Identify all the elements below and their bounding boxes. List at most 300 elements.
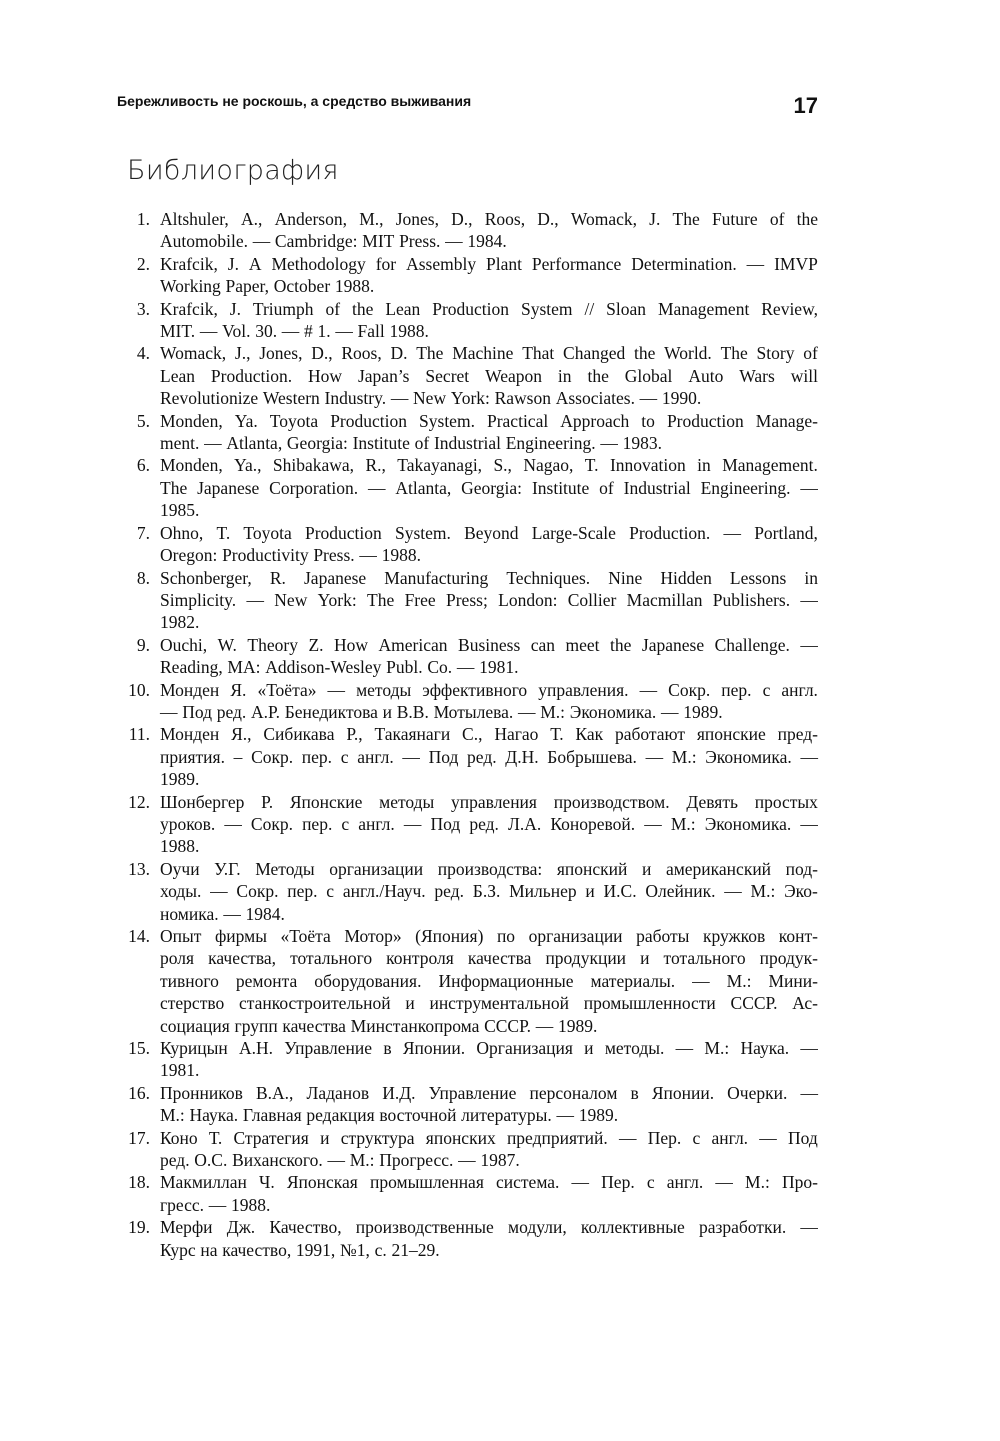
entry-line xyxy=(160,1037,818,1059)
bibliography-entry xyxy=(118,1082,818,1127)
word: англ. xyxy=(358,813,395,834)
word: Nagao, xyxy=(523,455,574,476)
entry-line xyxy=(160,791,818,813)
word: Atlanta, xyxy=(226,433,283,454)
entry-line xyxy=(160,1239,818,1261)
word: — xyxy=(210,881,228,902)
word: производства: xyxy=(437,858,543,879)
word: Коноревой. xyxy=(550,813,636,834)
word: англ./Науч. xyxy=(342,881,426,902)
bibliography-entry xyxy=(118,1037,818,1082)
entry-number: 4. xyxy=(136,343,150,364)
entry-line xyxy=(160,746,818,768)
word: контроля xyxy=(386,948,454,969)
entry-number: 1. xyxy=(136,209,150,229)
word: Прогресс. xyxy=(379,1150,454,1171)
word: ред. xyxy=(467,746,497,767)
word: in xyxy=(697,455,711,476)
bibliography-entry xyxy=(118,791,818,858)
word: J., xyxy=(234,343,251,364)
word: A xyxy=(248,253,262,274)
entry-line xyxy=(160,1059,818,1081)
word: 1988. xyxy=(389,321,429,342)
entry-line xyxy=(160,1127,818,1149)
word: J. xyxy=(229,298,241,319)
word: World. xyxy=(664,343,712,364)
word: — xyxy=(759,1127,777,1148)
word: Addison-Wesley xyxy=(265,657,382,678)
page-number: 17 xyxy=(793,93,818,118)
word: Lessons xyxy=(729,567,787,588)
word: Управление xyxy=(284,1038,373,1059)
word: — xyxy=(661,701,679,722)
entry-line xyxy=(160,835,818,857)
word: Про- xyxy=(781,1172,818,1193)
word: Atlanta, xyxy=(395,477,452,498)
entry-line xyxy=(160,1149,818,1171)
word: Монден xyxy=(160,679,220,700)
word: с xyxy=(762,679,771,700)
word: Industrial xyxy=(623,477,691,498)
word: ходы. xyxy=(160,881,202,902)
word: — xyxy=(644,813,662,834)
word: стерство xyxy=(160,993,225,1014)
word: методы. xyxy=(604,1038,665,1059)
bibliography-entry xyxy=(118,1171,818,1216)
word: Publishers. xyxy=(712,589,791,610)
word: Л.А. xyxy=(507,813,542,834)
entry-number: 6. xyxy=(136,455,150,476)
word: М.: xyxy=(160,1105,185,1126)
word: Reading, xyxy=(160,657,223,678)
word: Co. xyxy=(427,657,453,678)
word: 1991, xyxy=(295,1239,336,1260)
word: коллективные xyxy=(580,1217,685,1238)
word: Womack, xyxy=(570,209,637,229)
word: М.: xyxy=(349,1150,375,1171)
word: Главная xyxy=(242,1105,302,1126)
word: Manufacturing xyxy=(384,567,489,588)
word: ред. xyxy=(216,701,247,722)
word: Toyota xyxy=(243,522,292,543)
entry-line xyxy=(160,320,818,342)
word: 1988. xyxy=(230,1194,271,1215)
word: — xyxy=(458,1150,476,1171)
word: R., xyxy=(365,455,386,476)
word: J. xyxy=(649,209,661,229)
word: York: xyxy=(450,388,490,409)
word: тотального xyxy=(290,948,373,969)
word: У.Г. xyxy=(214,858,241,879)
word: Production xyxy=(304,522,382,543)
word: Japanese xyxy=(304,567,367,588)
word: — xyxy=(715,1172,733,1193)
word: Олейник. xyxy=(645,881,716,902)
word: Industrial xyxy=(433,433,502,454)
entry-line xyxy=(160,432,818,454)
word: японский xyxy=(556,858,628,879)
word: for xyxy=(375,253,397,274)
word: качество, xyxy=(222,1239,292,1260)
entry-line xyxy=(160,723,818,745)
word: Production. xyxy=(210,365,293,386)
word: пер. xyxy=(721,679,752,700)
entry-line xyxy=(160,947,818,969)
word: Corporation. xyxy=(269,477,359,498)
word: the xyxy=(610,634,632,655)
word: структура xyxy=(340,1127,415,1148)
word: — xyxy=(800,1082,818,1103)
word: IMVP xyxy=(774,253,818,274)
word: Working xyxy=(160,276,221,297)
word: Пер. xyxy=(601,1172,635,1193)
word: и xyxy=(641,858,652,879)
word: И.С. xyxy=(603,881,637,902)
word: 1989. xyxy=(160,769,200,790)
word: приятия. xyxy=(160,746,225,767)
word: of xyxy=(769,209,785,229)
entry-line xyxy=(160,342,818,364)
bibliography-entry xyxy=(118,679,818,724)
word: Японские xyxy=(289,791,363,812)
word: S., xyxy=(493,455,512,476)
word: How xyxy=(308,365,343,386)
word: конт- xyxy=(778,926,818,946)
word: Weapon xyxy=(485,365,542,386)
word: промышленная xyxy=(369,1172,484,1193)
word: System xyxy=(520,298,573,319)
word: Ouchi, xyxy=(160,634,208,655)
word: 30. xyxy=(255,321,278,342)
bibliography-entry xyxy=(118,634,818,679)
word: Revolutionize xyxy=(160,388,259,409)
entry-number: 18. xyxy=(128,1172,150,1193)
bibliography-entry xyxy=(118,410,818,455)
entry-line xyxy=(160,992,818,1014)
word: Ас- xyxy=(792,993,818,1014)
entry-line xyxy=(160,298,818,320)
word: система. xyxy=(496,1172,560,1193)
word: Макмиллан xyxy=(160,1172,247,1193)
word: А.Р. xyxy=(251,701,280,722)
word: New xyxy=(274,589,308,610)
word: — xyxy=(800,589,818,610)
word: of xyxy=(803,343,818,364)
word: — xyxy=(556,1105,575,1126)
word: Practical xyxy=(486,410,549,431)
word: Под xyxy=(182,701,213,722)
word: Portland, xyxy=(754,522,818,543)
word: и xyxy=(585,881,595,902)
bibliography-entry xyxy=(118,1127,818,1172)
entry-number: 2. xyxy=(136,253,150,274)
word: Roos, xyxy=(341,343,382,364)
word: Georgia: xyxy=(286,433,348,454)
word: уроков. xyxy=(160,813,216,834)
entry-line xyxy=(160,858,818,880)
word: 1989. xyxy=(578,1105,619,1126)
entry-line xyxy=(160,611,818,633)
word: Western xyxy=(262,388,320,409)
word: ред. xyxy=(160,1150,190,1171)
word: of xyxy=(325,298,341,319)
word: в xyxy=(630,1082,639,1103)
entry-number: 8. xyxy=(136,567,150,588)
word: номика. xyxy=(160,903,219,924)
bibliography-entry xyxy=(118,253,818,298)
word: Productivity xyxy=(222,545,309,566)
word: организации xyxy=(528,926,623,946)
word: Сокр. xyxy=(668,679,711,700)
word: фирмы xyxy=(214,926,267,946)
word: # xyxy=(304,321,313,342)
word: разработки. xyxy=(698,1217,787,1238)
word: Management xyxy=(657,298,750,319)
word: Triumph xyxy=(252,298,314,319)
word: — xyxy=(800,1217,818,1238)
word: Rawson xyxy=(494,388,551,409)
word: производством. xyxy=(553,791,670,812)
word: Минстанкопрома xyxy=(350,1015,480,1036)
word: Fall xyxy=(357,321,385,342)
word: пер. xyxy=(302,813,333,834)
word: ред. xyxy=(434,881,464,902)
word: Schonberger, xyxy=(160,567,252,588)
word: Oregon: xyxy=(160,545,218,566)
word: of xyxy=(414,433,430,454)
word: Р. xyxy=(261,791,274,812)
word: восточной xyxy=(379,1105,457,1126)
word: Опыт xyxy=(160,926,202,946)
word: Beyond xyxy=(464,522,519,543)
word: Japan’s xyxy=(357,365,410,386)
entry-number: 17. xyxy=(128,1127,150,1148)
word: Paper, xyxy=(225,276,270,297)
word: Techniques. xyxy=(506,567,591,588)
word: — xyxy=(199,321,218,342)
word: Wars xyxy=(739,365,775,386)
word: Курс xyxy=(160,1239,196,1260)
word: 1984. xyxy=(245,903,285,924)
word: How xyxy=(334,634,369,655)
word: Сокр. xyxy=(251,746,294,767)
word: 1990. xyxy=(661,388,702,409)
word: с xyxy=(341,813,350,834)
word: Японская xyxy=(286,1172,358,1193)
word: групп xyxy=(234,1015,278,1036)
word: — xyxy=(639,388,658,409)
word: 1988. xyxy=(334,276,375,297)
word: Японии. xyxy=(651,1082,715,1103)
word: Lean xyxy=(385,298,421,319)
word: — xyxy=(368,477,386,498)
entry-line xyxy=(160,679,818,701)
word: — xyxy=(692,970,710,991)
word: — xyxy=(619,1127,637,1148)
word: Womack, xyxy=(160,343,227,364)
word: Мини- xyxy=(768,970,818,991)
word: и xyxy=(320,1127,330,1148)
word: М.: xyxy=(540,701,566,722)
word: Девять xyxy=(686,791,738,812)
word: качества xyxy=(467,948,532,969)
word: 1989. xyxy=(683,701,723,722)
section-title: Библиография xyxy=(127,155,339,186)
word: — xyxy=(390,388,409,409)
word: Large-Scale xyxy=(531,522,616,543)
word: Cambridge: xyxy=(274,231,358,252)
word: Качество, xyxy=(269,1217,342,1238)
word: New xyxy=(413,388,447,409)
word: — xyxy=(246,589,264,610)
word: Associates. xyxy=(555,388,635,409)
word: «Тоёта xyxy=(280,926,331,946)
word: Сокр. xyxy=(236,881,279,902)
word: М.: xyxy=(750,881,776,902)
word: Approach xyxy=(560,410,630,431)
word: W. xyxy=(217,634,237,655)
word: Business xyxy=(458,634,521,655)
word: производственные xyxy=(355,1217,494,1238)
word: Press. xyxy=(313,545,355,566)
word: инструментальной xyxy=(429,993,570,1014)
bibliography-entry xyxy=(118,342,818,409)
word: A., xyxy=(241,209,263,229)
entry-number: 10. xyxy=(128,679,150,700)
word: Мильнер xyxy=(509,881,577,902)
word: В.А., xyxy=(255,1082,294,1103)
word: методы xyxy=(379,791,435,812)
word: Под xyxy=(788,1127,818,1148)
word: методы xyxy=(356,679,412,700)
word: с xyxy=(340,746,349,767)
entry-line xyxy=(160,477,818,499)
word: — xyxy=(800,477,818,498)
word: литературы. xyxy=(461,1105,552,1126)
word: — xyxy=(645,746,664,767)
word: Под xyxy=(430,813,461,834)
word: Press; xyxy=(446,589,488,610)
word: Мотылева. xyxy=(433,701,514,722)
word: Мерфи xyxy=(160,1217,213,1238)
entry-line xyxy=(160,387,818,409)
word: Lean xyxy=(160,365,195,386)
word: Institute xyxy=(531,477,590,498)
word: M., xyxy=(359,209,384,229)
word: Дж. xyxy=(226,1217,256,1238)
word: Shibakawa, xyxy=(272,455,355,476)
word: и xyxy=(640,948,650,969)
word: meet xyxy=(565,634,600,655)
word: Machine xyxy=(452,343,514,364)
word: №1, xyxy=(340,1239,370,1260)
entry-line xyxy=(160,1104,818,1126)
word: – xyxy=(233,746,243,767)
word: Стратегия xyxy=(233,1127,309,1148)
bibliography-entry xyxy=(118,858,818,925)
word: T. xyxy=(584,455,599,476)
word: качества, xyxy=(208,948,277,969)
word: М.: xyxy=(745,1172,770,1193)
word: тотального xyxy=(663,948,746,969)
word: October xyxy=(273,276,331,297)
word: D., xyxy=(537,209,559,229)
word: The xyxy=(367,589,395,610)
word: — xyxy=(445,231,463,252)
word: Production xyxy=(330,410,407,431)
word: Methodology xyxy=(271,253,366,274)
word: will xyxy=(790,365,818,386)
word: the xyxy=(796,209,818,229)
word: 21–29. xyxy=(391,1239,440,1260)
word: Ohno, xyxy=(160,522,204,543)
word: 1. xyxy=(317,321,331,342)
word: Управление xyxy=(428,1082,517,1103)
entry-line xyxy=(160,365,818,387)
word: — xyxy=(252,231,271,252)
word: — xyxy=(204,433,222,454)
word: Наука. xyxy=(740,1038,790,1059)
entry-number: 12. xyxy=(128,791,150,812)
word: работы xyxy=(636,926,690,946)
word: социация xyxy=(160,1015,230,1036)
word: предприятий. xyxy=(506,1127,608,1148)
word: Пронников xyxy=(160,1082,243,1103)
entry-number: 19. xyxy=(128,1217,150,1238)
word: 1985. xyxy=(160,500,200,521)
entry-line xyxy=(160,253,818,275)
word: Performance xyxy=(531,253,622,274)
word: Бобрышева. xyxy=(547,746,637,767)
word: Z. xyxy=(308,634,324,655)
word: Б.З. xyxy=(472,881,501,902)
entry-line xyxy=(160,970,818,992)
word: the xyxy=(633,343,656,364)
word: Экономика. xyxy=(569,701,657,722)
word: персоналом xyxy=(529,1082,618,1103)
word: Anderson, xyxy=(274,209,347,229)
word: по xyxy=(496,926,516,946)
word: System. xyxy=(394,522,451,543)
word: и xyxy=(382,701,393,722)
entry-number: 16. xyxy=(128,1082,150,1103)
word: с xyxy=(646,1172,655,1193)
word: — xyxy=(160,701,178,722)
word: — xyxy=(800,746,818,767)
word: М.: xyxy=(670,813,696,834)
word: Plant xyxy=(486,253,522,274)
word: — xyxy=(800,1038,818,1059)
word: И.Д. xyxy=(382,1082,416,1103)
word: СССР. xyxy=(730,993,778,1014)
word: 1982. xyxy=(160,612,200,633)
word: Challenge. xyxy=(714,634,790,655)
entry-line xyxy=(160,567,818,589)
word: — xyxy=(327,1150,345,1171)
word: гресс. xyxy=(160,1194,205,1215)
word: — xyxy=(208,1194,227,1215)
word: 1988. xyxy=(160,836,200,857)
entry-line xyxy=(160,454,818,476)
word: System. xyxy=(419,410,475,431)
entry-number: 13. xyxy=(128,858,150,879)
word: О.С. xyxy=(194,1150,228,1171)
word: Как xyxy=(575,724,604,745)
entry-number: 11. xyxy=(128,724,150,745)
word: can xyxy=(530,634,556,655)
entry-line xyxy=(160,1216,818,1238)
word: — xyxy=(639,679,658,700)
